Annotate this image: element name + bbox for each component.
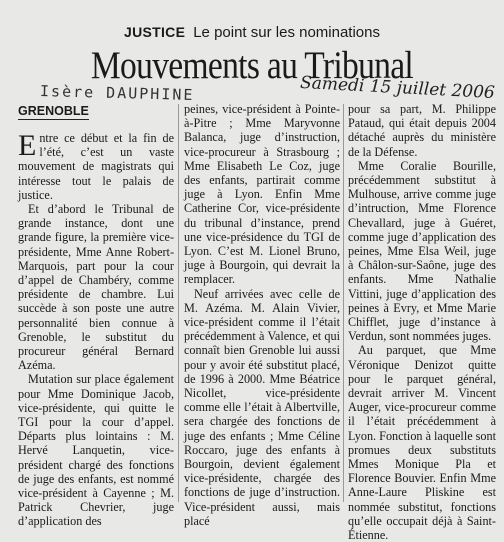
article-column-3 [348,102,496,542]
drop-cap: E [18,129,37,162]
paragraph: Au parquet, que Mme Véronique Denizot quitte pour le parquet général, devrait arriver M. Vincent Auger, vice-procureur comme il l’était précédemment à Lyon. Fonction à laquelle sont promues deux substituts Mmes Monique Pla et Florence Bouvier. Enfin Mme Anne-Laure Pliskine est nommée substitut, fonctions qu’elle occupait déjà à Saint-Étienne. [348,343,496,542]
column-divider [178,104,179,502]
paragraph [18,131,174,202]
handwritten-date: Samedi 15 juillet 2006 [299,72,496,104]
article-column-2 [184,102,340,528]
section-label: GRENOBLE [18,104,89,118]
source-stamp: Isère DAUPHINE [39,81,195,105]
paragraph: Mutation sur place également pour Mme Dominique Jacob, vice-présidente, qui quitte le TGI pour la cour d’appel. Départs plus lointains : M. Hervé Lanquetin, vice-président chargé des fonctions de juge des enfants, est nommé vice-président à Cayenne ; M. Patrick Chevrier, juge d’application des [18,372,174,529]
article-column-1 [18,131,174,529]
headline: Mouvements au Tribunal [90,44,414,87]
article-kicker [0,24,504,42]
paragraph: Et d’abord le Tribunal de grande instance, dont une grande figure, la première vice-présidente, Mme Anne Robert-Marquois, part pour la cour d’appel de Chambéry, comme présidente de chambre. Lui succède à son poste une autre personnalité bien connue à Grenoble, le substitut du procureur général Bernard Azéma. [18,202,174,373]
paragraph-text: ntre ce début et la fin de l’été, c’est un vaste mouvement de magistrats qui intéresse tout le palais de justice. [18,131,174,202]
paragraph: Mme Coralie Bourille, précédemment substitut à Mulhouse, arrive comme juge d’intruction, Mme Florence Chevallard, juge à Guéret, comme juge d’application des peines, Mme Elsa Weil, juge à Châlon-sur-Saône, juge des enfants. Mme Nathalie Vittini, juge d’application des peines à Evry, et Mme Marie Chifflet, juge d’instance à Verdun, sont nommées juges. [348,158,496,344]
paragraph: Neuf arrivées avec celle de M. Azéma. M. Alain Vivier, vice-président comme il l’était précédemment à Valence, et qui connaît bien Grenoble lui aussi pour y avoir été substitut placé, de 1996 à 2000. Mme Béatrice Nicollet, vice-présidente comme elle l’était à Albertville, sera chargée des fonctions de juge des enfants ; Mme Céline Roccaro, juge des enfants à Bourgoin, devient également vice-présidente, chargée des fonctions de juge d’instruction. Vice-président aussi, mais placé [184,286,340,528]
kicker-subtitle: Le point sur les nominations [193,24,380,41]
paragraph: pour sa part, M. Philippe Pataud, qui était depuis 2004 détaché auprès du ministère de la Défense. [348,102,496,159]
column-divider [343,104,344,502]
category-label: JUSTICE [123,24,186,40]
paragraph: peines, vice-président à Pointe-à-Pitre ; Mme Maryvonne Balanca, juge d’instruction, vice-procureur à Strasbourg ; Mme Elisabeth Le Coz, juge des enfants, partirait comme juge à Lyon. Enfin Mme Catherine Cor, vice-présidente du tribunal d’instance, prend une vice-présidence du TGI de Lyon. C’est M. Lionel Bruno, juge à Bourgoin, qui devrait la remplacer. [184,102,340,287]
